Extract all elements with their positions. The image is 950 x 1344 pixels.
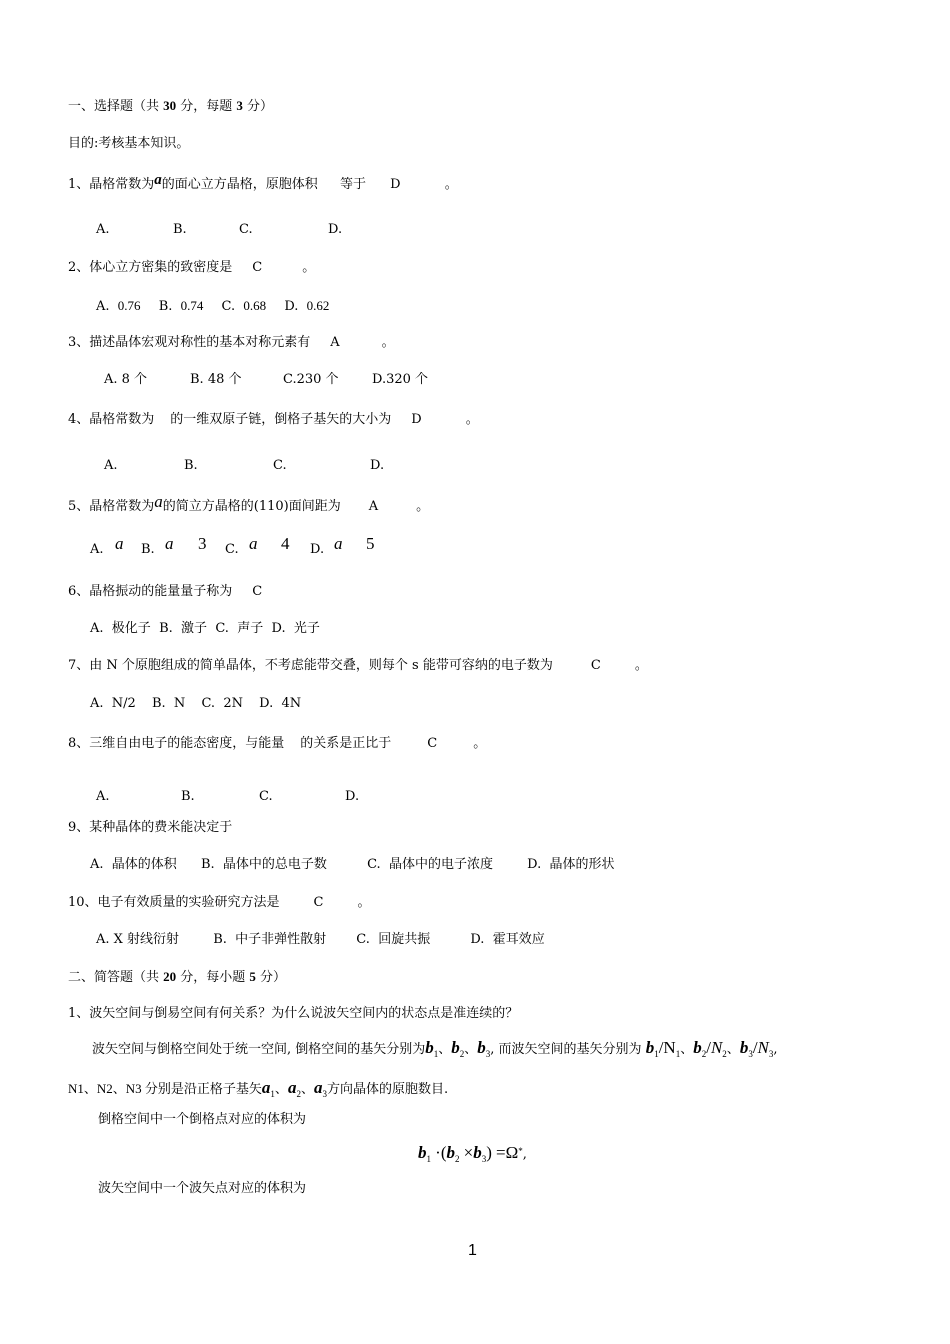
- question-6: 6、晶格振动的能量量子称为 C: [68, 584, 263, 599]
- question-7: 7、由 N 个原胞组成的简单晶体，不考虑能带交叠，则每个 s 能带可容纳的电子数为 C 。: [68, 658, 648, 673]
- answer-4: D: [411, 412, 422, 427]
- q5-var-c: a: [249, 534, 258, 553]
- answer-8: C: [427, 736, 438, 751]
- q8-option-d: D.: [345, 789, 360, 804]
- question-8: 8、三维自由电子的能态密度，与能量 的关系是正比于 C 。: [68, 736, 487, 751]
- q5-num-4: 4: [281, 534, 290, 553]
- answer-3: A: [330, 335, 340, 350]
- q6-options: A. 极化子 B. 激子 C. 声子 D. 光子: [90, 621, 320, 636]
- answer-6: C: [252, 584, 263, 599]
- q1-option-a: A.: [96, 222, 110, 237]
- q8-option-b: B.: [181, 789, 195, 804]
- formula-a-glyph: a: [154, 172, 162, 188]
- question-4: 4、晶格常数为 的一维双原子链，倒格子基矢的大小为 D 。: [68, 412, 479, 427]
- q4-option-d: D.: [370, 458, 385, 473]
- question-9: 9、某种晶体的费米能决定于: [68, 820, 233, 835]
- q2-options: A. 0.76 B. 0.74 C. 0.68 D. 0.62: [96, 298, 330, 314]
- q10-options: A. X 射线衍射 B. 中子非弹性散射 C. 回旋共振 D. 霍耳效应: [96, 932, 545, 947]
- page-number: 1: [468, 1242, 477, 1259]
- purpose-line: 目的:考核基本知识。: [68, 136, 190, 151]
- question-10: 10、电子有效质量的实验研究方法是 C 。: [68, 895, 371, 910]
- formula-a-glyph: a: [154, 492, 163, 511]
- q7-options: A. N/2 B. N C. 2N D. 4N: [90, 696, 302, 711]
- q5-var-b: a: [165, 534, 174, 553]
- section-2-title: 二、简答题（共 20 分，每小题 5 分）: [68, 969, 287, 985]
- short-answer-question-1: 1、波矢空间与倒易空间有何关系？为什么说波矢空间内的状态点是准连续的？: [68, 1006, 519, 1021]
- q3-option-b: B. 48 个: [190, 372, 242, 387]
- q8-option-a: A.: [96, 789, 110, 804]
- q5-option-d: D.: [310, 542, 325, 557]
- q5-var-d: a: [334, 534, 343, 553]
- q4-option-c: C.: [273, 458, 287, 473]
- answer-paragraph-3: 倒格空间中一个倒格点对应的体积为: [98, 1112, 307, 1127]
- answer-10: C: [313, 895, 324, 910]
- question-2: 2、体心立方密集的致密度是 C 。: [68, 260, 316, 275]
- answer-7: C: [590, 658, 601, 673]
- answer-paragraph-2: N1、N2、N3 分别是沿正格子基矢$a_1$、$a_2$、$a_3$方向晶体的原胞数目.: [68, 1078, 449, 1099]
- q1-option-b: B.: [173, 222, 187, 237]
- answer-2: C: [252, 260, 263, 275]
- q5-option-a: A.: [90, 542, 104, 557]
- q4-option-b: B.: [184, 458, 198, 473]
- answer-paragraph-4: 波矢空间中一个波矢点对应的体积为: [98, 1181, 307, 1196]
- equation-reciprocal-volume: $b_1 \cdot(b_2 \times b_3) =\Omega^*$,: [418, 1143, 527, 1164]
- q8-option-c: C.: [259, 789, 273, 804]
- question-5: 5、晶格常数为a的简立方晶格的(110)面间距为 A 。: [68, 492, 430, 514]
- answer-paragraph-1: 波矢空间与倒格空间处于统一空间, 倒格空间的基矢分别为$b_1$、$b_2$、$b_3$, 而波矢空间的基矢分别为 $b_1/N_1$、$b_2/N_2$、$b_3/N_3$,: [92, 1038, 778, 1059]
- q1-option-c: C.: [239, 222, 253, 237]
- q3-option-d: D.320 个: [372, 372, 429, 387]
- q4-option-a: A.: [104, 458, 118, 473]
- q9-options: A. 晶体的体积 B. 晶体中的总电子数 C. 晶体中的电子浓度 D. 晶体的形状: [90, 857, 615, 872]
- q5-option-b: B.: [141, 542, 155, 557]
- q3-option-c: C.230 个: [283, 372, 339, 387]
- q5-num-5: 5: [366, 534, 375, 553]
- q5-var-a: a: [115, 534, 124, 553]
- section-1-title: 一、选择题（共 30 分，每题 3 分）: [68, 98, 274, 114]
- q5-num-3: 3: [198, 534, 207, 553]
- answer-1: D: [390, 177, 401, 192]
- question-1: 1、晶格常数为a的面心立方晶格，原胞体积 等于 D 。: [68, 172, 458, 192]
- q1-option-d: D.: [328, 222, 343, 237]
- q3-option-a: A. 8 个: [104, 372, 148, 387]
- q5-option-c: C.: [225, 542, 239, 557]
- answer-5: A: [368, 499, 379, 514]
- question-3: 3、描述晶体宏观对称性的基本对称元素有 A 。: [68, 335, 395, 350]
